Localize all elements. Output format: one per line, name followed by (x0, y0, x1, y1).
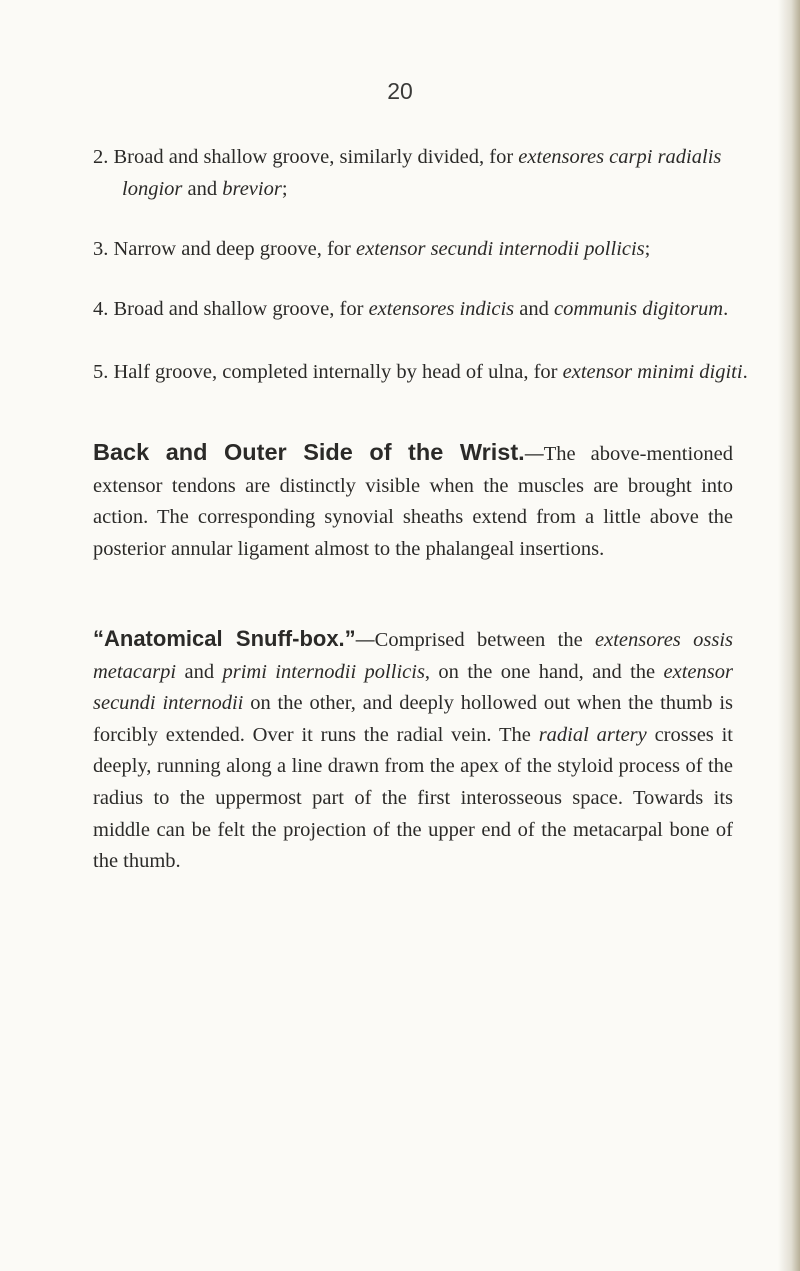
item-text: and (182, 177, 223, 200)
section-back-of-wrist (93, 437, 733, 565)
page-edge-shadow (778, 0, 800, 1271)
item-text: ; (644, 238, 651, 260)
section-text: Comprised between the (374, 629, 596, 651)
item-text: . (723, 298, 729, 320)
section-heading: Back and Outer Side of the Wrist. (93, 439, 525, 465)
item-number: 5. (93, 361, 109, 383)
section-text: on the other, and deeply hollowed out when the thumb is forcibly extended. Over it runs the radial vein. The (93, 692, 733, 746)
item-term: extensor secundi internodii pollicis (356, 238, 645, 260)
section-term: extensores ossis metacarpi (93, 629, 733, 683)
item-term: communis digitorum (553, 298, 724, 320)
section-term: extensor secundi internodii (93, 660, 733, 715)
section-body: The above-mentioned extensor tendons are distinctly visible when the muscles are brought into action. The corresponding synovial sheaths extend from a little above the posterior annular ligament almost to the phalangeal insertions. (93, 443, 733, 560)
section-snuff-box (93, 623, 733, 878)
item-term: extensores indicis (368, 298, 515, 320)
item-number: 4. (93, 298, 109, 320)
item-text: Broad and shallow groove, similarly divided, for (113, 146, 519, 168)
item-text: ; (281, 177, 288, 200)
section-text: and (176, 660, 223, 683)
item-number: 2. (93, 146, 109, 168)
item-text: and (514, 298, 554, 320)
list-item (93, 294, 762, 326)
item-term: extensores carpi radialis longior (122, 146, 722, 200)
item-number: 3. (93, 238, 109, 260)
section-text: , on the one hand, and the (424, 660, 664, 683)
heading-dash: — (524, 444, 544, 465)
page-number: 20 (387, 78, 413, 104)
item-term: brevior (222, 177, 282, 200)
item-term: extensor minimi digiti (562, 361, 743, 383)
heading-dash: — (355, 630, 375, 651)
item-text: Half groove, completed internally by head of ulna, for (113, 361, 563, 383)
list-item (93, 234, 762, 266)
section-term: primi internodii pollicis (222, 660, 425, 683)
list-item (93, 357, 762, 389)
list-item (93, 142, 762, 205)
section-heading: “Anatomical Snuff-box.” (93, 626, 356, 651)
item-text: Narrow and deep groove, for (113, 238, 356, 260)
item-text: . (742, 361, 748, 383)
section-term: radial artery (538, 723, 647, 746)
section-text: crosses it deeply, running along a line drawn from the apex of the styloid process of the radius to the uppermost part of the first interosseous space. Towards its middle can be felt the projection of the upper end of the metacarpal bone of the thumb. (93, 723, 733, 873)
item-text: Broad and shallow groove, for (113, 298, 369, 320)
